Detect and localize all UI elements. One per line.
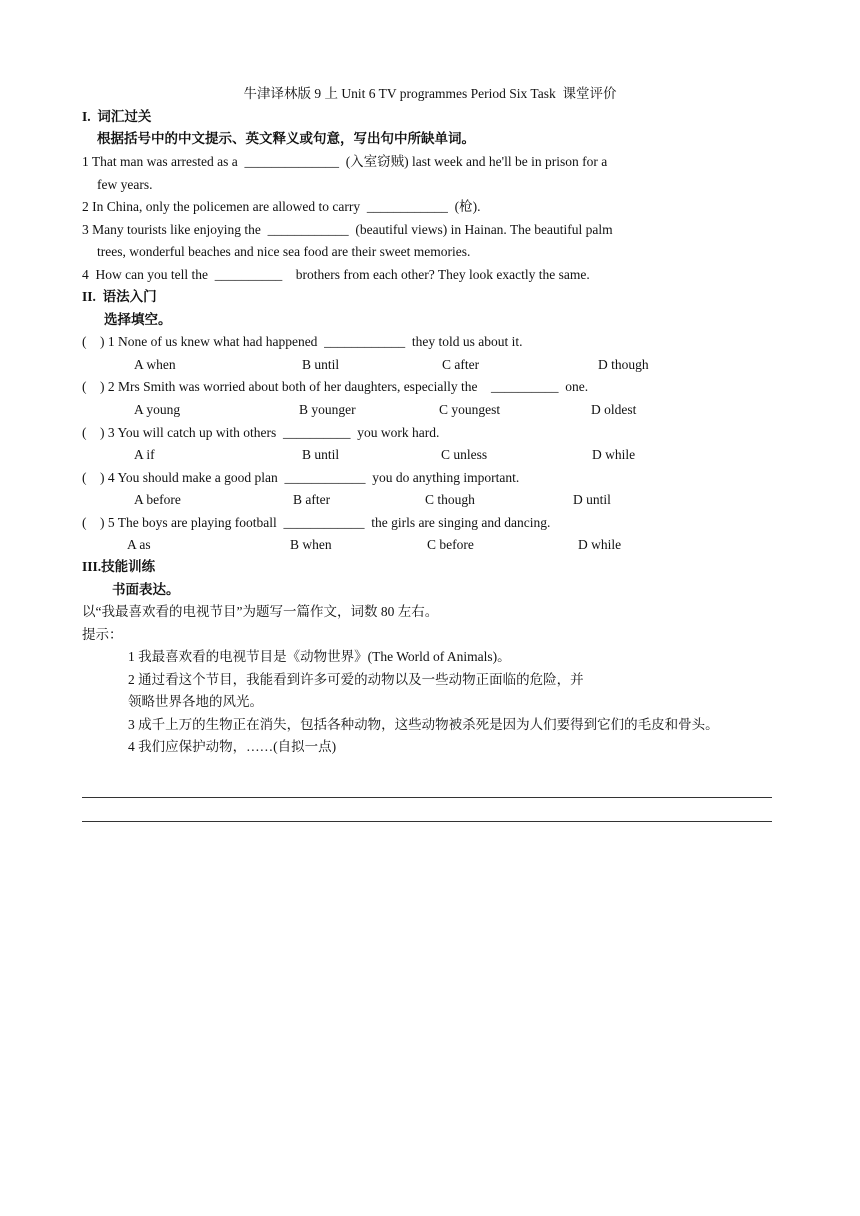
q3-option-b: B until [302, 447, 340, 462]
hint-4: 4 我们应保护动物，……(自拟一点) [128, 739, 337, 754]
q1-option-c: C after [442, 357, 480, 372]
q4-option-d: D until [573, 492, 611, 507]
q2-option-a: A young [134, 402, 181, 417]
grammar-question-4: ( ) 4 You should make a good plan ____________ you do anything important. [82, 470, 520, 485]
vocab-item-1-line1: 1 That man was arrested as a ______________ (入室窃贼) last week and he'll be in prison for a [82, 154, 608, 169]
q4-option-c: C though [425, 492, 475, 507]
section-1-instruction: 根据括号中的中文提示、英文释义或句意，写出句中所缺单词。 [97, 131, 475, 146]
hint-2-continued: 领略世界各地的风光。 [128, 694, 263, 709]
q3-option-d: D while [592, 447, 636, 462]
hint-2: 2 通过看这个节目，我能看到许多可爱的动物以及一些动物正面临的危险，并 [128, 672, 584, 687]
q5-option-d: D while [578, 537, 622, 552]
section-2-instruction: 选择填空。 [104, 312, 172, 327]
q4-option-b: B after [293, 492, 331, 507]
section-3-heading: III.技能训练 [82, 559, 156, 574]
grammar-question-1: ( ) 1 None of us knew what had happened ____________ they told us about it. [82, 334, 523, 349]
answer-line-2 [82, 821, 772, 822]
writing-prompt: 以“我最喜欢看的电视节目”为题写一篇作文，词数 80 左右。 [82, 604, 439, 619]
section-3-instruction: 书面表达。 [112, 582, 180, 597]
q1-option-a: A when [134, 357, 176, 372]
answer-line-1 [82, 797, 772, 798]
q3-option-a: A if [134, 447, 155, 462]
q2-option-c: C youngest [439, 402, 501, 417]
vocab-item-3-line2: trees, wonderful beaches and nice sea food are their sweet memories. [97, 244, 471, 259]
q3-option-c: C unless [441, 447, 488, 462]
q2-option-d: D oldest [591, 402, 637, 417]
vocab-item-1-line2: few years. [97, 177, 153, 192]
grammar-question-2: ( ) 2 Mrs Smith was worried about both of her daughters, especially the __________ one. [82, 379, 589, 394]
grammar-question-3: ( ) 3 You will catch up with others __________ you work hard. [82, 425, 440, 440]
hint-label: 提示： [82, 627, 123, 642]
grammar-question-5: ( ) 5 The boys are playing football ____________ the girls are singing and dancing. [82, 515, 551, 530]
q2-option-b: B younger [299, 402, 356, 417]
q1-option-d: D though [598, 357, 649, 372]
hint-1: 1 我最喜欢看的电视节目是《动物世界》(The World of Animals)。 [128, 649, 511, 664]
q4-option-a: A before [134, 492, 181, 507]
vocab-item-2: 2 In China, only the policemen are allowed to carry ____________ (枪). [82, 199, 481, 214]
q5-option-c: C before [427, 537, 474, 552]
vocab-item-3-line1: 3 Many tourists like enjoying the ____________ (beautiful views) in Hainan. The beautiful palm [82, 222, 613, 237]
section-1-heading: I. 词汇过关 [82, 109, 152, 124]
document-title: 牛津译林版 9 上 Unit 6 TV programmes Period Six Task 课堂评价 [243, 86, 617, 101]
section-2-heading: II. 语法入门 [82, 289, 157, 304]
hint-3: 3 成千上万的生物正在消失，包括各种动物，这些动物被杀死是因为人们要得到它们的毛皮和骨头。 [128, 717, 719, 732]
q1-option-b: B until [302, 357, 340, 372]
vocab-item-4: 4 How can you tell the __________ brothers from each other? They look exactly the same. [82, 267, 590, 282]
q5-option-a: A as [127, 537, 151, 552]
q5-option-b: B when [290, 537, 332, 552]
